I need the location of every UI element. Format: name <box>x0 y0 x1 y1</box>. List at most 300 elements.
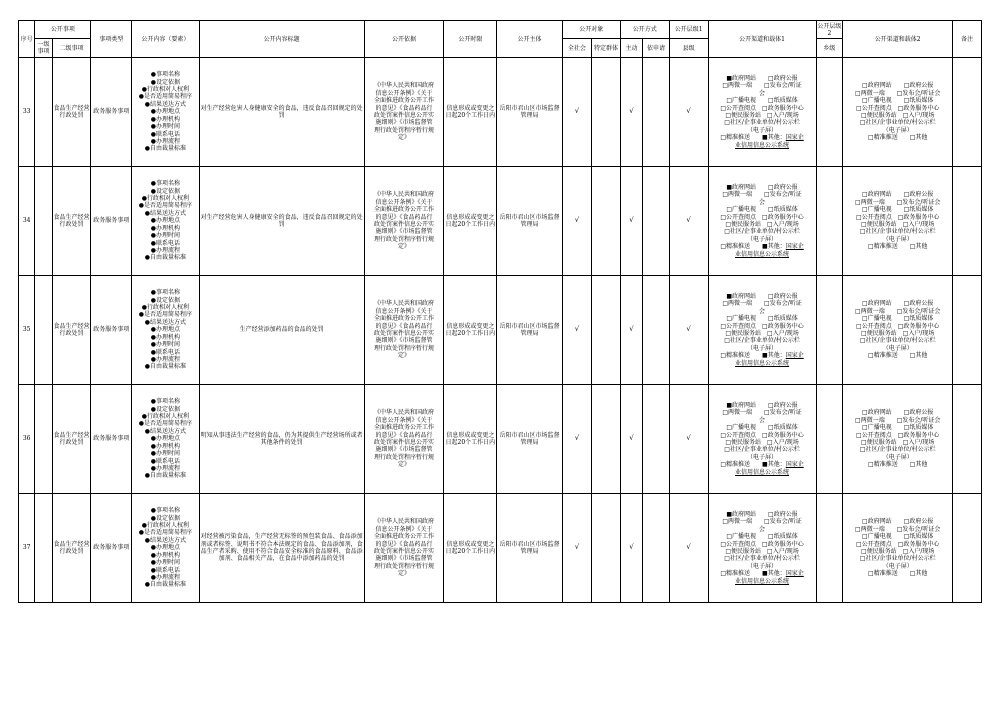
row-title: 对生产经营危害人身健康安全的食品，违反食品召回规定的处罚 <box>199 58 364 167</box>
row-level2: 食品生产经营行政处罚 <box>52 494 91 603</box>
element-item: ●事项名称 <box>150 289 180 297</box>
row-target-specific <box>592 494 621 603</box>
channel1-line: （电子屏） <box>747 126 778 134</box>
channel1-line: ■政府网站 □政府公报 <box>726 510 798 518</box>
channel2-line: □两微一端 □发布会/听证会 <box>855 89 941 97</box>
basis-line: 政处罚案件信息公开实 <box>374 112 435 119</box>
channel1-line: □精准推送 ■其他：国家企 <box>720 134 804 142</box>
channel2-line: （电子屏） <box>882 562 913 570</box>
element-item: ●自由裁量标准 <box>144 472 186 480</box>
header-channel1: 公开渠道和载体1 <box>708 21 816 58</box>
element-item: ●设定依据 <box>150 78 180 86</box>
element-item: ●办理时间 <box>150 450 180 458</box>
channel1-underline: 业信用信息公示系统 <box>735 141 790 149</box>
header-method-apply: 依申请 <box>643 39 670 58</box>
channel1-line: □社区/企事业单位/村公示栏 <box>724 119 800 127</box>
row-method-apply <box>643 276 670 385</box>
header-item-type: 事项类型 <box>91 21 132 58</box>
channel2-line: □广播电视 □纸质媒体 <box>862 533 934 541</box>
row-level1 <box>35 276 52 385</box>
header-level1: 一级事项 <box>35 39 52 58</box>
channel2-line: □公开查阅点 □政务服务中心 <box>856 322 940 330</box>
row-title: 对生产经营危害人身健康安全的食品，违反食品召回规定的处罚 <box>199 167 364 276</box>
basis-line: 定》 <box>398 352 411 360</box>
row-seq: 37 <box>19 494 35 603</box>
element-item: ●办理时间 <box>150 232 180 240</box>
row-basis <box>364 167 444 276</box>
channel1-underline: 国家企 <box>785 461 804 469</box>
element-item: ●办理地点 <box>150 435 180 443</box>
header-content-elements: 公开内容（要素） <box>132 21 199 58</box>
basis-line: 《中华人民共和国政府 <box>374 518 435 526</box>
basis-line: 理行政处罚程序暂行规 <box>374 235 435 243</box>
basis-line: 《中华人民共和国政府 <box>374 300 435 308</box>
channel1-line: □公开查阅点 □政务服务中心 <box>720 213 804 221</box>
channel1-line: □广播电视 □纸质媒体 <box>726 206 798 214</box>
basis-line: 全面推进政务公开工作 <box>374 424 435 432</box>
channel2-line: □政府网站 □政府公报 <box>862 191 934 199</box>
channel1-line: □便民服务站 □入户/现场 <box>725 439 799 446</box>
channel1-line: □社区/企事业单位/村公示栏 <box>724 228 800 236</box>
channel1-line: ■政府网站 □政府公报 <box>726 183 798 191</box>
channel2-line: □广播电视 □纸质媒体 <box>862 315 934 323</box>
header-layer1: 公开层级1 <box>669 21 708 39</box>
element-item: ●联系电话 <box>150 130 180 138</box>
basis-line: 政处罚案件信息公开实 <box>374 439 435 446</box>
channel1-line: □两微一端 □发布会/听证 <box>722 518 802 526</box>
channel1-underline: 国家企 <box>785 243 804 251</box>
channel2-line: □便民服务站 □入户/现场 <box>861 112 935 119</box>
element-item: ●自由裁量标准 <box>144 145 186 153</box>
header-content-title: 公开内容标题 <box>199 21 364 58</box>
basis-line: 的意见》《食品药品行 <box>375 540 433 548</box>
channel1-underline: 业信用信息公示系统 <box>735 468 790 476</box>
element-item: ●是否适用简易程序 <box>138 93 192 101</box>
row-target-all: √ <box>562 494 592 603</box>
channel2-line: □精准推送 □其他 <box>868 134 928 142</box>
row-remark <box>953 494 982 603</box>
channel2-line: □便民服务站 □入户/现场 <box>861 330 935 337</box>
channel1-line <box>709 142 816 149</box>
element-item: ●办理时间 <box>150 123 180 131</box>
channel1-line: □便民服务站 □入户/现场 <box>725 548 799 555</box>
channel2-line: （电子屏） <box>882 453 913 461</box>
row-channel2 <box>843 385 953 494</box>
row-time: 信息形成或变更之日起20个工作日内 <box>444 494 497 603</box>
row-target-all: √ <box>562 58 592 167</box>
row-seq: 34 <box>19 167 35 276</box>
element-item: ●办理流程 <box>150 464 180 472</box>
basis-line: 全面推进政务公开工作 <box>374 206 435 214</box>
channel1-underline: 业信用信息公示系统 <box>735 577 790 585</box>
row-seq: 35 <box>19 276 35 385</box>
row-layer1-county: √ <box>669 276 708 385</box>
row-title: 生产经营添加药品的食品的处罚 <box>199 276 364 385</box>
row-layer1-county: √ <box>669 58 708 167</box>
table-row <box>19 494 982 603</box>
channel1-underline: 国家企 <box>785 134 804 142</box>
row-time: 信息形成或变更之日起20个工作日内 <box>444 276 497 385</box>
channel2-line: □广播电视 □纸质媒体 <box>862 424 934 432</box>
channel2-line: □社区/企事业单位/村公示栏 <box>859 228 936 236</box>
channel1-line: □精准推送 ■其他：国家企 <box>720 352 804 360</box>
row-method-apply <box>643 385 670 494</box>
element-item: ●结果送达方式 <box>144 318 186 326</box>
row-layer2-township <box>816 385 843 494</box>
basis-line: 《中华人民共和国政府 <box>374 409 435 417</box>
element-item: ●是否适用简易程序 <box>138 420 192 428</box>
channel2-line: □政府网站 □政府公报 <box>862 300 934 308</box>
row-layer2-township <box>816 58 843 167</box>
element-item: ●自由裁量标准 <box>144 363 186 371</box>
channel1-line: 会 <box>759 198 766 206</box>
channel1-line: □精准推送 ■其他：国家企 <box>720 243 804 251</box>
header-method-active: 主动 <box>620 39 642 58</box>
element-item: ●结果送达方式 <box>144 100 186 108</box>
channel2-line: □公开查阅点 □政务服务中心 <box>856 540 940 548</box>
header-method: 公开方式 <box>620 21 669 39</box>
row-elements <box>132 276 199 385</box>
disclosure-table <box>18 20 982 603</box>
basis-line: 的意见》《食品药品行 <box>375 104 433 112</box>
basis-line: 信息公开条例》《关于 <box>375 307 433 315</box>
row-level1 <box>35 385 52 494</box>
table-row <box>19 276 982 385</box>
header-level2: 二级事项 <box>52 39 91 58</box>
header-layer1-county: 县级 <box>669 39 708 58</box>
row-remark <box>953 58 982 167</box>
channel2-line: □广播电视 □纸质媒体 <box>862 206 934 214</box>
channel2-line: □政府网站 □政府公报 <box>862 409 934 417</box>
row-basis <box>364 58 444 167</box>
row-layer1-county: √ <box>669 167 708 276</box>
header-layer2: 公开层级2 <box>817 22 842 37</box>
channel2-line: □公开查阅点 □政务服务中心 <box>856 213 940 221</box>
channel1-line: （电子屏） <box>747 344 778 352</box>
channel2-line: □便民服务站 □入户/现场 <box>861 221 935 228</box>
header-layer2-township: 乡级 <box>816 39 843 58</box>
channel1-line: □广播电视 □纸质媒体 <box>726 315 798 323</box>
channel2-line: □两微一端 □发布会/听证会 <box>855 198 941 206</box>
header-remark: 备注 <box>953 21 982 58</box>
row-seq: 36 <box>19 385 35 494</box>
channel1-line: ■政府网站 □政府公报 <box>726 74 798 82</box>
row-layer1-county: √ <box>669 385 708 494</box>
channel1-underline: 业信用信息公示系统 <box>735 359 790 367</box>
row-channel2 <box>843 276 953 385</box>
element-item: ●结果送达方式 <box>144 209 186 217</box>
basis-line: 施细则》《市场监督管 <box>375 446 433 454</box>
channel1-line: □两微一端 □发布会/听证 <box>722 82 802 90</box>
row-target-all: √ <box>562 385 592 494</box>
row-level1 <box>35 494 52 603</box>
basis-line: 政处罚案件信息公开实 <box>374 330 435 337</box>
row-channel1 <box>708 167 816 276</box>
channel1-line: □社区/企事业单位/村公示栏 <box>724 337 800 345</box>
channel1-line: □公开查阅点 □政务服务中心 <box>720 104 804 112</box>
element-item: ●办理时间 <box>150 341 180 349</box>
basis-line: 理行政处罚程序暂行规 <box>374 453 435 461</box>
channel1-line: □精准推送 ■其他：国家企 <box>720 570 804 578</box>
row-subject: 岳阳市君山区市场监督管理局 <box>497 58 562 167</box>
element-item: ●结果送达方式 <box>144 427 186 435</box>
element-item: ●是否适用简易程序 <box>138 202 192 210</box>
element-item: ●自由裁量标准 <box>144 254 186 262</box>
row-target-specific <box>592 58 621 167</box>
row-remark <box>953 276 982 385</box>
row-method-apply <box>643 58 670 167</box>
element-item: ●办理地点 <box>150 326 180 334</box>
row-basis <box>364 276 444 385</box>
basis-line: 的意见》《食品药品行 <box>375 431 433 439</box>
row-time: 信息形成或变更之日起20个工作日内 <box>444 167 497 276</box>
row-channel1 <box>708 276 816 385</box>
row-layer2-township <box>816 494 843 603</box>
channel2-line: □两微一端 □发布会/听证会 <box>855 307 941 315</box>
channel2-line: （电子屏） <box>882 126 913 134</box>
element-item: ●办理流程 <box>150 137 180 145</box>
row-level2: 食品生产经营行政处罚 <box>52 58 91 167</box>
element-item: ●行政相对人权利 <box>141 522 189 530</box>
element-item: ●结果送达方式 <box>144 536 186 544</box>
channel1-line: □便民服务站 □入户/现场 <box>725 330 799 337</box>
header-target-all: 全社会 <box>562 39 592 58</box>
row-channel1 <box>708 494 816 603</box>
element-item: ●行政相对人权利 <box>141 413 189 421</box>
element-item: ●行政相对人权利 <box>141 86 189 94</box>
channel1-line: □两微一端 □发布会/听证 <box>722 300 802 308</box>
channel1-line: □广播电视 □纸质媒体 <box>726 97 798 105</box>
element-item: ●办理流程 <box>150 573 180 581</box>
row-remark <box>953 167 982 276</box>
channel2-line: □广播电视 □纸质媒体 <box>862 97 934 105</box>
basis-line: 定》 <box>398 570 411 578</box>
row-target-specific <box>592 276 621 385</box>
row-level2: 食品生产经营行政处罚 <box>52 276 91 385</box>
element-item: ●事项名称 <box>150 398 180 406</box>
element-item: ●是否适用简易程序 <box>138 311 192 319</box>
element-item: ●办理流程 <box>150 246 180 254</box>
channel2-line: □公开查阅点 □政务服务中心 <box>856 104 940 112</box>
channel1-line: ■政府网站 □政府公报 <box>726 292 798 300</box>
channel1-line: □精准推送 ■其他：国家企 <box>720 461 804 469</box>
element-item: ●办理机构 <box>150 115 180 123</box>
basis-line: 全面推进政务公开工作 <box>374 315 435 323</box>
element-item: ●办理时间 <box>150 559 180 567</box>
basis-line: 施细则》《市场监督管 <box>375 228 433 236</box>
channel1-underline: 业信用信息公示系统 <box>735 250 790 258</box>
channel2-line: □两微一端 □发布会/听证会 <box>855 416 941 424</box>
channel1-line <box>709 469 816 476</box>
row-type: 政务服务事项 <box>91 58 132 167</box>
row-type: 政务服务事项 <box>91 494 132 603</box>
channel2-line: □社区/企事业单位/村公示栏 <box>859 119 936 127</box>
basis-line: 施细则》《市场监督管 <box>375 555 433 563</box>
row-subject: 岳阳市君山区市场监督管理局 <box>497 385 562 494</box>
row-channel1 <box>708 58 816 167</box>
basis-line: 信息公开条例》《关于 <box>375 198 433 206</box>
header-channel2: 公开渠道和载体2 <box>843 21 953 58</box>
header-public-item: 公开事项 <box>35 21 91 39</box>
channel1-line: □两微一端 □发布会/听证 <box>722 409 802 417</box>
row-layer1-county: √ <box>669 494 708 603</box>
channel1-underline: 国家企 <box>785 570 804 578</box>
channel1-line: □公开查阅点 □政务服务中心 <box>720 540 804 548</box>
row-subject: 岳阳市君山区市场监督管理局 <box>497 167 562 276</box>
element-item: ●办理地点 <box>150 217 180 225</box>
row-layer2-township <box>816 276 843 385</box>
channel1-underline: 国家企 <box>785 352 804 360</box>
row-seq: 33 <box>19 58 35 167</box>
header-basis: 公开依据 <box>364 21 444 58</box>
basis-line: 施细则》《市场监督管 <box>375 119 433 127</box>
row-level2: 食品生产经营行政处罚 <box>52 385 91 494</box>
row-title: 对经营被污染食品，生产经营无标签的预包装食品、食品添加剂或者标签、说明书不符合本法规定的食品、食品添加剂，食品生产者采购、使用不符合食品安全标准的食品原料、食品添加剂、食品相关产品，在食品中添加药品的处罚 <box>199 494 364 603</box>
channel2-line: □精准推送 □其他 <box>868 352 928 360</box>
basis-line: 定》 <box>398 134 411 142</box>
basis-line: 信息公开条例》《关于 <box>375 416 433 424</box>
row-time: 信息形成或变更之日起20个工作日内 <box>444 58 497 167</box>
row-method-active: √ <box>620 276 642 385</box>
basis-line: 理行政处罚程序暂行规 <box>374 562 435 570</box>
element-item: ●事项名称 <box>150 71 180 79</box>
row-method-active: √ <box>620 385 642 494</box>
row-subject: 岳阳市君山区市场监督管理局 <box>497 494 562 603</box>
row-level2: 食品生产经营行政处罚 <box>52 167 91 276</box>
row-elements <box>132 58 199 167</box>
header-time-limit: 公开时限 <box>444 21 497 58</box>
channel1-line <box>709 578 816 585</box>
basis-line: 全面推进政务公开工作 <box>374 533 435 541</box>
element-item: ●办理流程 <box>150 355 180 363</box>
element-item: ●设定依据 <box>150 187 180 195</box>
channel1-line: □公开查阅点 □政务服务中心 <box>720 322 804 330</box>
row-channel1 <box>708 385 816 494</box>
element-item: ●行政相对人权利 <box>141 304 189 312</box>
channel2-line: □便民服务站 □入户/现场 <box>861 548 935 555</box>
channel2-line: □政府网站 □政府公报 <box>862 82 934 90</box>
channel1-line: □社区/企事业单位/村公示栏 <box>724 555 800 563</box>
row-elements <box>132 167 199 276</box>
header-target: 公开对象 <box>562 21 620 39</box>
element-item: ●办理地点 <box>150 544 180 552</box>
element-item: ●办理机构 <box>150 333 180 341</box>
element-item: ●设定依据 <box>150 514 180 522</box>
channel1-line: □两微一端 □发布会/听证 <box>722 191 802 199</box>
element-item: ●联系电话 <box>150 239 180 247</box>
basis-line: 理行政处罚程序暂行规 <box>374 126 435 134</box>
channel2-line: □精准推送 □其他 <box>868 243 928 251</box>
row-method-active: √ <box>620 167 642 276</box>
channel2-line: □社区/企事业单位/村公示栏 <box>859 555 936 563</box>
channel1-line: 会 <box>759 416 766 424</box>
channel2-line: （电子屏） <box>882 235 913 243</box>
channel2-line: □政府网站 □政府公报 <box>862 518 934 526</box>
element-item: ●联系电话 <box>150 566 180 574</box>
channel1-line: 会 <box>759 89 766 97</box>
element-item: ●是否适用简易程序 <box>138 529 192 537</box>
channel1-line: □公开查阅点 □政务服务中心 <box>720 431 804 439</box>
row-method-active: √ <box>620 494 642 603</box>
basis-line: 全面推进政务公开工作 <box>374 97 435 105</box>
row-target-specific <box>592 167 621 276</box>
channel2-line: □两微一端 □发布会/听证会 <box>855 525 941 533</box>
basis-line: 《中华人民共和国政府 <box>374 82 435 90</box>
channel1-line: □社区/企事业单位/村公示栏 <box>724 446 800 454</box>
header-subject: 公开主体 <box>497 21 562 58</box>
channel1-line: 会 <box>759 307 766 315</box>
row-time: 信息形成或变更之日起20个工作日内 <box>444 385 497 494</box>
table-row <box>19 385 982 494</box>
channel1-line: □广播电视 □纸质媒体 <box>726 533 798 541</box>
element-item: ●办理地点 <box>150 108 180 116</box>
channel2-line: □精准推送 □其他 <box>868 570 928 578</box>
basis-line: 定》 <box>398 243 411 251</box>
basis-line: 的意见》《食品药品行 <box>375 322 433 330</box>
channel1-line: （电子屏） <box>747 235 778 243</box>
row-level1 <box>35 58 52 167</box>
row-method-apply <box>643 167 670 276</box>
element-item: ●联系电话 <box>150 457 180 465</box>
row-type: 政务服务事项 <box>91 276 132 385</box>
channel1-line: 会 <box>759 525 766 533</box>
channel1-line: □广播电视 □纸质媒体 <box>726 424 798 432</box>
element-item: ●行政相对人权利 <box>141 195 189 203</box>
basis-line: 信息公开条例》《关于 <box>375 89 433 97</box>
element-item: ●设定依据 <box>150 405 180 413</box>
row-method-active: √ <box>620 58 642 167</box>
row-basis <box>364 494 444 603</box>
channel2-line: □社区/企事业单位/村公示栏 <box>859 446 936 454</box>
channel1-line <box>709 360 816 367</box>
channel2-line: □精准推送 □其他 <box>868 461 928 469</box>
header-seq: 序号 <box>19 21 35 58</box>
basis-line: 政处罚案件信息公开实 <box>374 221 435 228</box>
row-channel2 <box>843 494 953 603</box>
row-target-all: √ <box>562 167 592 276</box>
row-type: 政务服务事项 <box>91 167 132 276</box>
element-item: ●办理机构 <box>150 224 180 232</box>
basis-line: 施细则》《市场监督管 <box>375 337 433 345</box>
channel1-line: □便民服务站 □入户/现场 <box>725 112 799 119</box>
basis-line: 《中华人民共和国政府 <box>374 191 435 199</box>
basis-line: 信息公开条例》《关于 <box>375 525 433 533</box>
element-item: ●事项名称 <box>150 507 180 515</box>
row-remark <box>953 385 982 494</box>
row-target-specific <box>592 385 621 494</box>
row-subject: 岳阳市君山区市场监督管理局 <box>497 276 562 385</box>
channel2-line: □公开查阅点 □政务服务中心 <box>856 431 940 439</box>
channel1-line: ■政府网站 □政府公报 <box>726 401 798 409</box>
table-row <box>19 167 982 276</box>
channel1-line: （电子屏） <box>747 453 778 461</box>
row-layer2-township <box>816 167 843 276</box>
row-elements <box>132 385 199 494</box>
basis-line: 政处罚案件信息公开实 <box>374 548 435 555</box>
element-item: ●自由裁量标准 <box>144 581 186 589</box>
row-type: 政务服务事项 <box>91 385 132 494</box>
basis-line: 的意见》《食品药品行 <box>375 213 433 221</box>
element-item: ●事项名称 <box>150 180 180 188</box>
row-basis <box>364 385 444 494</box>
element-item: ●办理机构 <box>150 442 180 450</box>
row-target-all: √ <box>562 276 592 385</box>
header-target-specific: 特定群体 <box>592 39 621 58</box>
channel1-line: □便民服务站 □入户/现场 <box>725 221 799 228</box>
element-item: ●设定依据 <box>150 296 180 304</box>
row-channel2 <box>843 167 953 276</box>
element-item: ●联系电话 <box>150 348 180 356</box>
